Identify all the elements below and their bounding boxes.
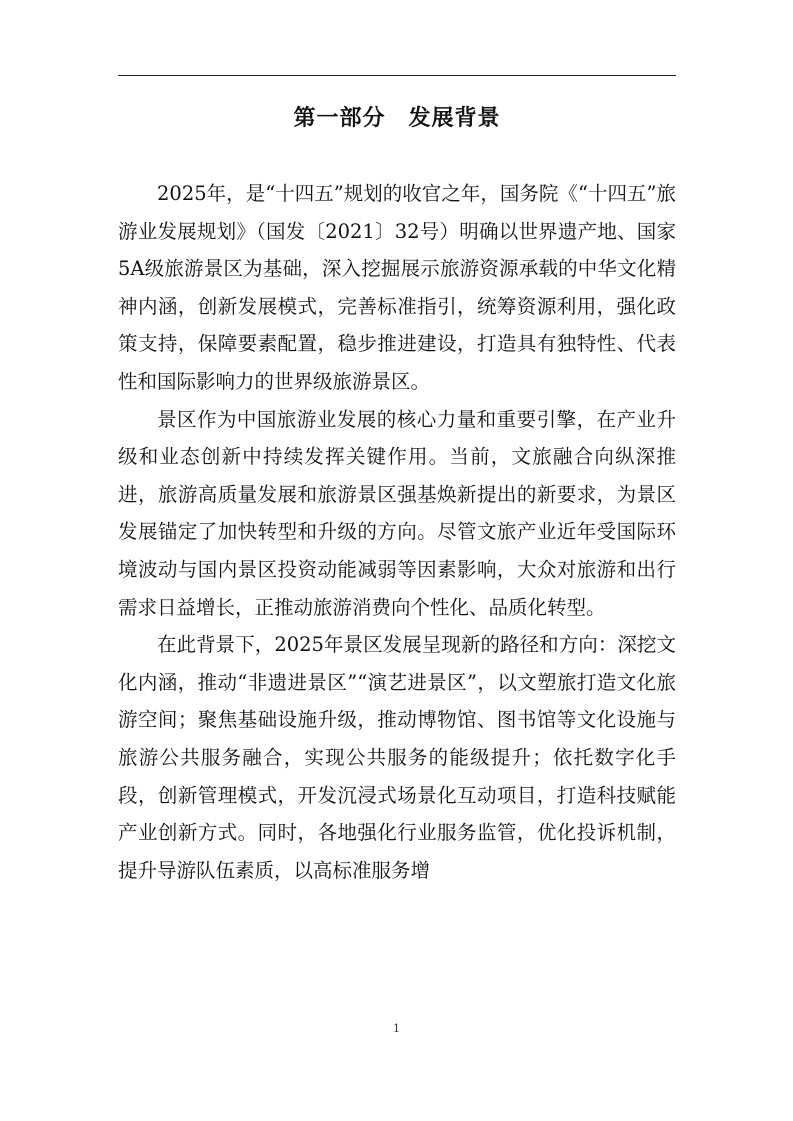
paragraph-1: 2025年，是“十四五”规划的收官之年，国务院《“十四五”旅游业发展规划》（国发〔2021〕32号）明确以世界遗产地、国家5A级旅游景区为基础，深入挖掘展示旅游资源承载的中华文化精神内涵，创新发展模式，完善标准指引，统筹资源利用，强化政策支持，保障要素配置，稳步推进建设，打造具有独特性、代表性和国际影响力的世界级旅游景区。 [118,182,676,393]
paragraph-2: 景区作为中国旅游业发展的核心力量和重要引擎，在产业升级和业态创新中持续发挥关键作用。当前，文旅融合向纵深推进，旅游高质量发展和旅游景区强基焕新提出的新要求，为景区发展锚定了加快转型和升级的方向。尽管文旅产业近年受国际环境波动与国内景区投资动能减弱等因素影响，大众对旅游和出行需求日益增长，正推动旅游消费向个性化、品质化转型。 [118,407,676,619]
paragraph-3: 在此背景下，2025年景区发展呈现新的路径和方向：深挖文化内涵，推动“非遗进景区”“演艺进景区”，以文塑旅打造文化旅游空间；聚焦基础设施升级，推动博物馆、图书馆等文化设施与旅游公共服务融合，实现公共服务的能级提升；依托数字化手段，创新管理模式，开发沉浸式场景化互动项目，打造科技赋能产业创新方式。同时，各地强化行业服务监管，优化投诉机制，提升导游队伍素质，以高标准服务增 [118,633,676,882]
section-title: 第一部分 发展背景 [293,105,501,131]
body-text [118,175,676,889]
header-rule [118,75,676,76]
page-number: 1 [393,1022,400,1035]
